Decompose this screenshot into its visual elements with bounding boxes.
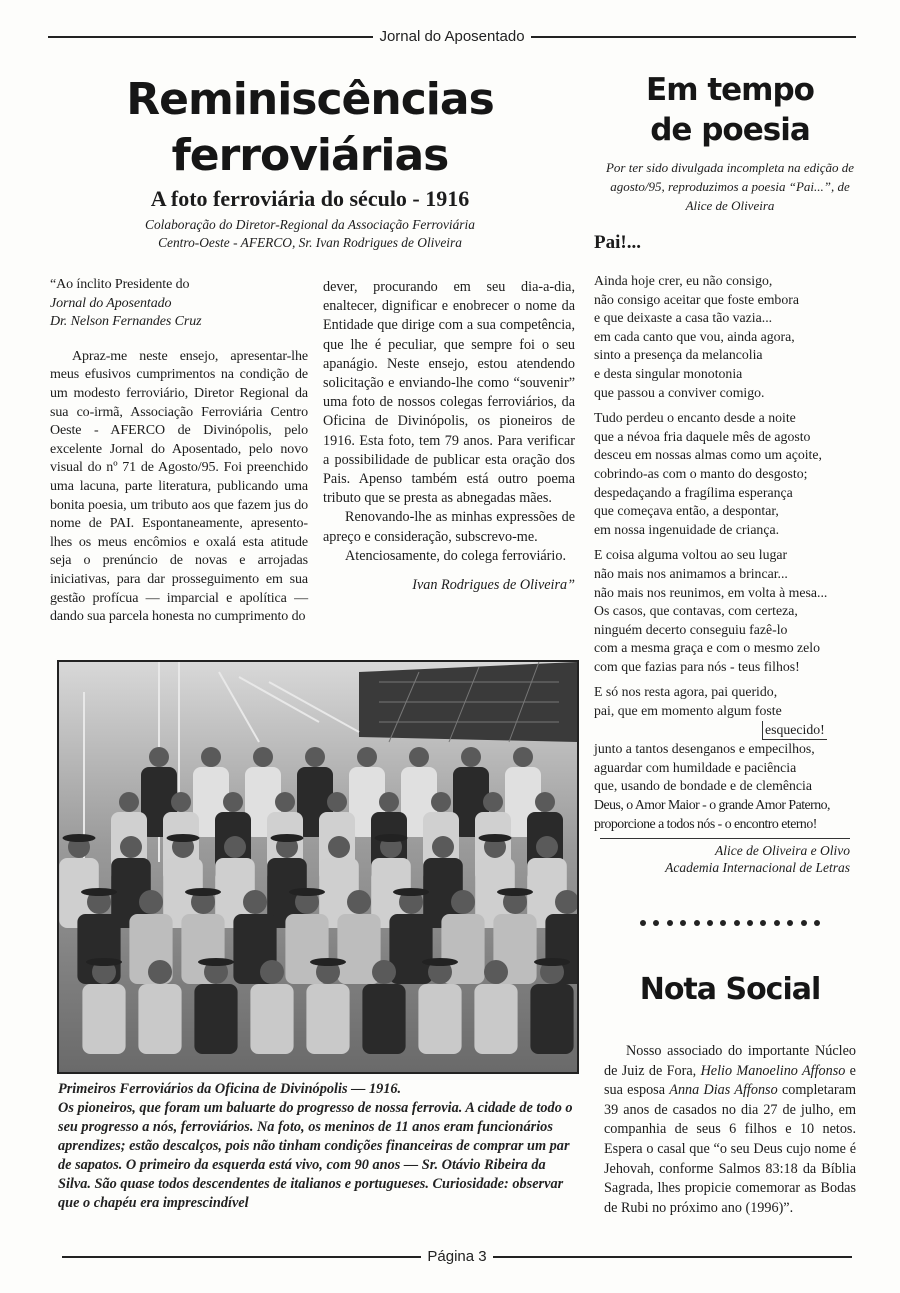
person-hat bbox=[63, 834, 96, 842]
byline-line-2: Centro-Oeste - AFERCO, Sr. Ivan Rodrigues de Oliveira bbox=[158, 235, 462, 250]
headline-line-1: Reminiscências bbox=[126, 74, 494, 125]
footer-rule-left bbox=[62, 1256, 421, 1258]
poem-line: e que deixaste a casa tão vazia... bbox=[594, 310, 773, 326]
divider-dot bbox=[814, 920, 820, 926]
divider-dot bbox=[720, 920, 726, 926]
person-hat bbox=[479, 834, 512, 842]
person-hat bbox=[393, 888, 429, 896]
person-body bbox=[138, 984, 181, 1054]
person-head bbox=[461, 747, 481, 767]
footer-rule-right bbox=[493, 1256, 852, 1258]
poem-line: em nossa ingenuidade de criança. bbox=[594, 521, 780, 537]
divider-dot bbox=[667, 920, 673, 926]
poem-line: E só nos resta agora, pai querido, bbox=[594, 684, 778, 700]
person-hat bbox=[310, 958, 346, 966]
signature-divider bbox=[600, 838, 850, 839]
person-head bbox=[347, 890, 371, 914]
social-text: completaram 39 anos de casados no dia 27 de julho, em companhia de seus 6 filhos e 10 netos. Espera o casal que “o seu Deus cujo nome é Jehovah, conforme Salmos 83:18 da Bíblia Sagrada, lhes propicie comemorar as Bodas de Rubi no próximo ano (1996)”. bbox=[604, 1082, 856, 1216]
social-name: Helio Manoelino Affonso bbox=[700, 1062, 846, 1079]
person-hat bbox=[198, 958, 234, 966]
poem-line: E coisa alguma voltou ao seu lugar bbox=[594, 547, 788, 563]
poem-signature bbox=[600, 842, 850, 876]
person-head bbox=[224, 836, 246, 858]
person-head bbox=[201, 747, 221, 767]
person-head bbox=[379, 792, 399, 812]
poem-line: que passou a conviver comigo. bbox=[594, 384, 765, 400]
poem-author-affiliation: Academia Internacional de Letras bbox=[665, 860, 850, 875]
photo-illustration bbox=[59, 662, 577, 1072]
divider-dot bbox=[760, 920, 766, 926]
poem-line: Ainda hoje crer, eu não consigo, bbox=[594, 273, 773, 288]
person-head bbox=[243, 890, 267, 914]
poem-line: pai, que em momento algum foste bbox=[594, 703, 782, 719]
person-head bbox=[149, 747, 169, 767]
person-body bbox=[530, 984, 573, 1054]
person-head bbox=[357, 747, 377, 767]
letter-signature: Ivan Rodrigues de Oliveira” bbox=[412, 577, 575, 594]
poem-line: e desta singular monotonia bbox=[594, 365, 743, 381]
social-note-body bbox=[604, 1042, 856, 1218]
article-subtitle: A foto ferroviária do século - 1916 bbox=[150, 186, 470, 211]
dotted-divider bbox=[640, 920, 820, 926]
poem-line: proporcione a todos nós - o encontro eterno! bbox=[594, 815, 817, 831]
historic-group-photo bbox=[57, 660, 579, 1074]
social-name: Anna Dias Affonso bbox=[669, 1082, 778, 1099]
poem-line: aguardar com humildade e paciência bbox=[594, 759, 797, 775]
page-footer bbox=[62, 1248, 852, 1265]
poem-line: não consigo aceitar que foste embora bbox=[594, 291, 799, 307]
poem-line-boxed: esquecido! bbox=[762, 721, 827, 741]
poetry-section-title bbox=[600, 70, 860, 150]
poem-line: Tudo perdeu o encanto desde a noite bbox=[594, 410, 796, 426]
caption-title: Primeiros Ferroviários da Oficina de Divinópolis — 1916. bbox=[58, 1081, 402, 1097]
poem-line: despedaçando a fragílima esperança bbox=[594, 484, 793, 500]
poem-stanza-1 bbox=[594, 272, 856, 402]
person-head bbox=[148, 960, 172, 984]
poem-line: desceu em nossas almas como um açoite, bbox=[594, 447, 822, 463]
article-column-1 bbox=[50, 276, 308, 627]
person-head bbox=[451, 890, 475, 914]
person-hat bbox=[167, 834, 200, 842]
poem-line: Os casos, que contavas, com certeza, bbox=[594, 603, 798, 619]
divider-dot bbox=[787, 920, 793, 926]
header-rule-right bbox=[531, 36, 856, 38]
divider-dot bbox=[734, 920, 740, 926]
person-head bbox=[431, 792, 451, 812]
article-column-2 bbox=[323, 278, 575, 595]
page-number: Página 3 bbox=[427, 1248, 487, 1265]
divider-dot bbox=[707, 920, 713, 926]
person-head bbox=[120, 836, 142, 858]
divider-dot bbox=[640, 920, 646, 926]
person-head bbox=[372, 960, 396, 984]
article-headline bbox=[110, 72, 510, 184]
poem-line: não mais nos reunimos, em volta à mesa... bbox=[594, 584, 828, 600]
person-hat bbox=[86, 958, 122, 966]
social-text: Nosso associado do importante Núcleo de Juiz de Fora, bbox=[604, 1043, 856, 1079]
poetry-title-line-2: de poesia bbox=[650, 112, 810, 148]
person-head bbox=[328, 836, 350, 858]
poem-line: sinto a presença da melancolia bbox=[594, 347, 763, 363]
caption-text: Os pioneiros, que foram um baluarte do progresso de nossa ferrovia. A cidade de todo o seu progresso a nós, ferroviários. Na foto, os meninos de 11 anos eram funcionários aprendizes; estão descalços, pois não tinham condições financeiras de comprar um par de sapatos. O primeiro da esquerda está vivo, com 90 anos — Sr. Otávio Ribeira da Silva. São quase todos descendentes de italianos e portugueses. Curiosidade: observar que o chapéu era imprescindível bbox=[58, 1100, 573, 1211]
person-head bbox=[535, 792, 555, 812]
person-head bbox=[305, 747, 325, 767]
photo-caption bbox=[58, 1080, 580, 1213]
article-byline bbox=[110, 216, 510, 252]
poem-title: Pai!... bbox=[594, 232, 641, 253]
salutation-line: Dr. Nelson Fernandes Cruz bbox=[50, 314, 202, 330]
person-hat bbox=[289, 888, 325, 896]
headline-line-2: ferroviárias bbox=[171, 130, 449, 181]
person-head bbox=[253, 747, 273, 767]
person-head bbox=[139, 890, 163, 914]
person-head bbox=[275, 792, 295, 812]
person-hat bbox=[375, 834, 408, 842]
person-head bbox=[171, 792, 191, 812]
poem-stanza-2 bbox=[594, 409, 856, 539]
person-head bbox=[119, 792, 139, 812]
poem-line: que, usando de bondade e de clemência bbox=[594, 778, 812, 794]
person-head bbox=[536, 836, 558, 858]
poem-line: Deus, o Amor Maior - o grande Amor Paterno, bbox=[594, 797, 830, 813]
letter-paragraph-1: Apraz-me neste ensejo, apresentar-lhe meus efusivos cumprimentos na condição de um modesto ferroviário, Diretor Regional da sua co-irmã, Associação Ferroviária Centro Oeste - AFERCO de Divinópolis, pelo excelente Jornal do Aposentado, pelo novo visual do nº 71 de Agosto/95. Foi preenchido uma lacuna, parte literatura, publicando uma bonita poesia, um tributo aos que fazem jus do nome de PAI. Espontaneamente, apresento-lhes os meus encômios e oxalá esta atitude seja o prenúncio de novas e arrojadas iniciativas, para dar prosseguimento em sua gestão profícua — imparcial e apolítica — dando sua parcela honesta no cumprimento do bbox=[50, 348, 308, 625]
letter-salutation bbox=[50, 276, 308, 332]
person-body bbox=[418, 984, 461, 1054]
poem-line: com a mesma graça e com o mesmo zelo bbox=[594, 640, 821, 656]
poetry-intro: Por ter sido divulgada incompleta na edição de agosto/95, reproduzimos a poesia “Pai...”, de Alice de Oliveira bbox=[605, 160, 855, 213]
person-body bbox=[82, 984, 125, 1054]
person-body bbox=[474, 984, 517, 1054]
poem-line: que a névoa fria daquele mês de agosto bbox=[594, 428, 811, 444]
letter-paragraph-2: Renovando-lhe as minhas expressões de apreço e consideração, subscrevo-me. bbox=[323, 509, 575, 545]
page-header bbox=[48, 28, 856, 45]
divider-dot bbox=[774, 920, 780, 926]
person-head bbox=[432, 836, 454, 858]
person-body bbox=[194, 984, 237, 1054]
header-rule-left bbox=[48, 36, 373, 38]
poem-line: cobrindo-as com o manto do desgosto; bbox=[594, 465, 808, 481]
poetry-title-line-1: Em tempo bbox=[646, 72, 814, 108]
poem-line: com que fazias para nós - teus filhos! bbox=[594, 658, 800, 674]
person-head bbox=[327, 792, 347, 812]
person-hat bbox=[271, 834, 304, 842]
divider-dot bbox=[694, 920, 700, 926]
person-hat bbox=[422, 958, 458, 966]
divider-dot bbox=[801, 920, 807, 926]
poem-author: Alice de Oliveira e Olivo bbox=[715, 843, 850, 858]
poem-stanza-4 bbox=[594, 683, 856, 833]
publication-name: Jornal do Aposentado bbox=[379, 28, 525, 45]
poem-body bbox=[594, 272, 856, 840]
poem-line: que começava então, a despontar, bbox=[594, 503, 779, 519]
person-body bbox=[250, 984, 293, 1054]
poem-line: não mais nos animamos a brincar... bbox=[594, 565, 788, 581]
poem-line: em cada canto que vou, ainda agora, bbox=[594, 328, 795, 344]
person-body bbox=[306, 984, 349, 1054]
person-hat bbox=[185, 888, 221, 896]
letter-paragraph-3: Atenciosamente, do colega ferroviário. bbox=[345, 547, 566, 564]
person-hat bbox=[81, 888, 117, 896]
person-body bbox=[362, 984, 405, 1054]
person-head bbox=[513, 747, 533, 767]
divider-dot bbox=[747, 920, 753, 926]
divider-dot bbox=[680, 920, 686, 926]
person-head bbox=[409, 747, 429, 767]
person-head bbox=[484, 960, 508, 984]
salutation-line: “Ao ínclito Presidente do bbox=[50, 277, 190, 292]
poem-line: ninguém decerto conseguiu fazê-lo bbox=[594, 621, 788, 637]
byline-line-1: Colaboração do Diretor-Regional da Associação Ferroviária bbox=[145, 217, 475, 232]
person-head bbox=[483, 792, 503, 812]
person-hat bbox=[497, 888, 533, 896]
person-head bbox=[223, 792, 243, 812]
poem-stanza-3 bbox=[594, 546, 856, 676]
social-text: e sua esposa bbox=[604, 1062, 856, 1099]
person-head bbox=[260, 960, 284, 984]
social-note-title: Nota Social bbox=[639, 972, 821, 1007]
person-hat bbox=[534, 958, 570, 966]
poem-line: junto a tantos desenganos e empecilhos, bbox=[594, 741, 815, 757]
letter-paragraph-1-continued: dever, procurando em seu dia-a-dia, enaltecer, dignificar e enobrecer o nome da Entidade que dirige com a sua competência, que lhe é peculiar, que sempre foi o seu apanágio. Neste ensejo, estou atendendo solicitação e enviando-lhe como “souvenir” uma foto de nossos colegas ferroviários, da Oficina de Divinópolis, os pioneiros de 1916. Esta foto, tem 79 anos. Para verificar a possibilidade de publicar esta oração dos Pais. Apenso também está outro poema tributo que se presta as abnegadas mães. bbox=[323, 279, 575, 507]
divider-dot bbox=[653, 920, 659, 926]
salutation-line: Jornal do Aposentado bbox=[50, 295, 172, 311]
